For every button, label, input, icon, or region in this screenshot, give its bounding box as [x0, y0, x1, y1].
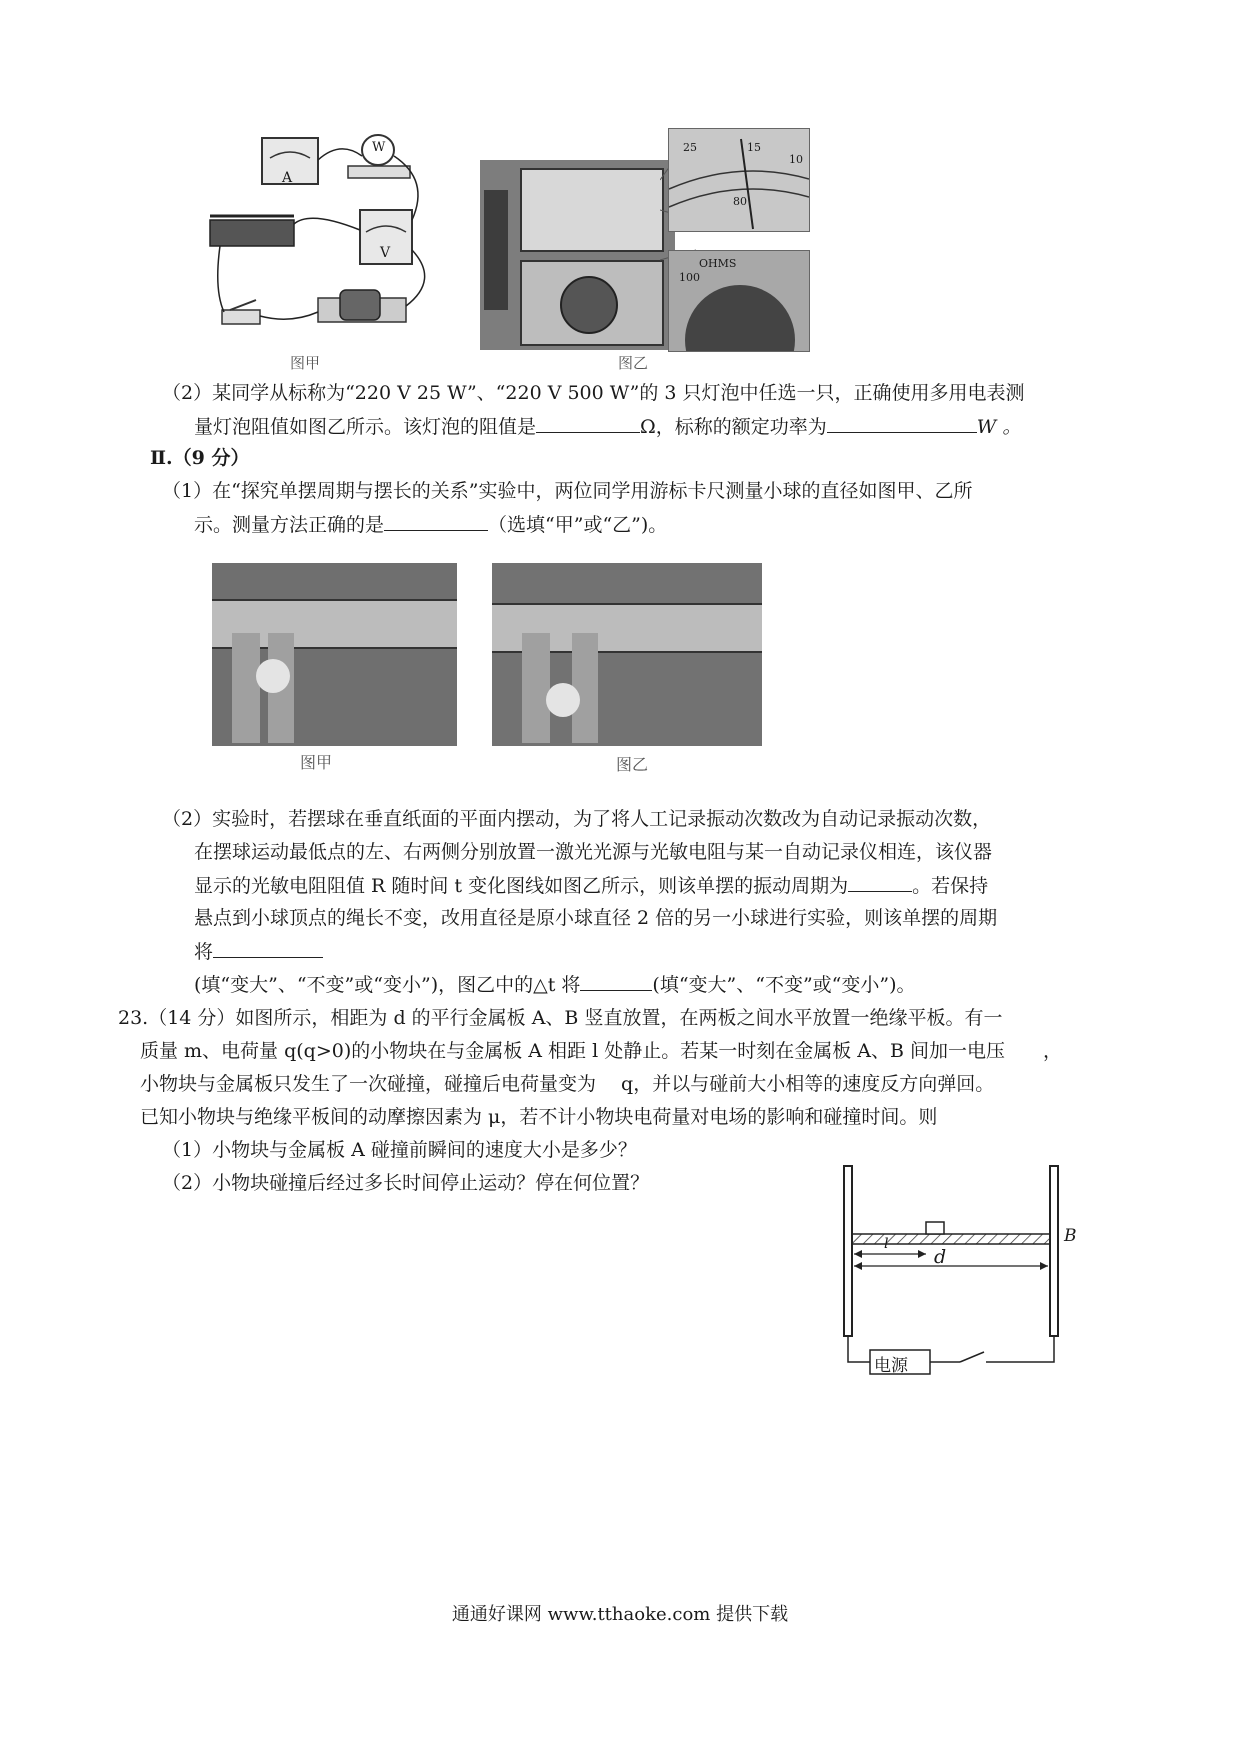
- ammeter-label: A: [282, 170, 293, 186]
- scale-top-2: 10: [789, 153, 803, 166]
- page-footer: 通通好课网 www.tthaoke.com 提供下载: [451, 1604, 789, 1625]
- section2-q2-line6b: (填“变大”、“不变”或“变小”)。: [652, 974, 916, 996]
- resistance-blank: [536, 410, 640, 433]
- q23-line2: 质量 m、电荷量 q(q>0)的小物块在与金属板 A 相距 l 处静止。若某一时刻在金属板 A、B 间加一电压 ，: [140, 1040, 1062, 1062]
- circuit-drawing: [200, 120, 470, 350]
- plates-drawing: [820, 1162, 1080, 1388]
- caliper-photo-right: [492, 563, 762, 746]
- scale-mid: 80: [733, 195, 747, 208]
- section2-q2-line4: 悬点到小球顶点的绳长不变，改用直径是原小球直径 2 倍的另一小球进行实验，则该单摆的周期: [194, 907, 998, 929]
- power-blank: [827, 410, 977, 433]
- section2-q1-line2a: 示。测量方法正确的是: [194, 514, 385, 536]
- zoomed-scale-top: [668, 128, 810, 232]
- section2-q2-line2: 在摆球运动最低点的左、右两侧分别放置一激光光源与光敏电阻与某一自动记录仪相连，该仪器: [194, 841, 993, 863]
- voltmeter-label: V: [380, 245, 391, 261]
- scale-top-1: 15: [747, 141, 761, 154]
- section2-q2-line5-text: 将: [194, 941, 214, 963]
- section2-q2-line3a: 显示的光敏电阻阻值 R 随时间 t 变化图线如图乙所示，则该单摆的振动周期为: [194, 875, 849, 897]
- bulb-label: W: [372, 140, 386, 155]
- section2-q2-line1: （2）实验时，若摆球在垂直纸面的平面内摆动，为了将人工记录振动次数改为自动记录振动次数，: [162, 808, 992, 830]
- section2-q2-line6a: (填“变大”、“不变”或“变小”)，图乙中的△t 将: [194, 974, 581, 996]
- section2-q2-line3: [194, 869, 988, 903]
- delta-t-blank: [580, 968, 652, 991]
- q2-part1-line1: （2）某同学从标称为“220 V 25 W”、“220 V 500 W”的 3 只灯泡中任选一只，正确使用多用电表测: [162, 382, 1025, 404]
- q2-part1-line2: [194, 410, 1021, 444]
- section2-q2-line3b: 。若保持: [912, 875, 989, 897]
- scale-top-0: 25: [683, 141, 697, 154]
- q2-part1-line2c: W 。: [976, 416, 1022, 438]
- plate-b-label: B: [1064, 1226, 1077, 1246]
- scale-100: 100: [679, 271, 700, 284]
- caliper-caption-left: 图甲: [300, 753, 333, 772]
- q2-part1-line2a: 量灯泡阻值如图乙所示。该灯泡的阻值是: [194, 416, 537, 438]
- q23-line1: 23.（14 分）如图所示，相距为 d 的平行金属板 A、B 竖直放置，在两板之间水平放置一绝缘平板。有一: [118, 1007, 1003, 1029]
- zoomed-dial: [668, 250, 810, 352]
- length-l-label: l: [884, 1236, 889, 1252]
- q23-sub1: （1）小物块与金属板 A 碰撞前瞬间的速度大小是多少？: [162, 1139, 637, 1161]
- section2-q1-line1: （1）在“探究单摆周期与摆长的关系”实验中，两位同学用游标卡尺测量小球的直径如图甲、乙所: [162, 480, 973, 502]
- period-blank: [848, 869, 912, 892]
- section2-q1-line2: [194, 508, 667, 542]
- q23-line3: 小物块与金属板只发生了一次碰撞，碰撞后电荷量变为 q，并以与碰前大小相等的速度反方向弹回。: [140, 1073, 995, 1095]
- q23-line4: 已知小物块与绝缘平板间的动摩擦因素为 μ，若不计小物块电荷量对电场的影响和碰撞时间。则: [140, 1106, 938, 1128]
- caliper-photo-left: [212, 563, 457, 746]
- scale-ohms: OHMS: [699, 257, 737, 270]
- period-change-blank: [213, 935, 323, 958]
- section2-q1-line2b: （选填“甲”或“乙”)。: [488, 514, 668, 536]
- power-source-label: 电源: [874, 1356, 908, 1376]
- distance-d-label: d: [934, 1246, 947, 1268]
- q23-sub2: （2）小物块碰撞后经过多长时间停止运动？停在何位置？: [162, 1172, 650, 1194]
- q2-part1-line2b: Ω，标称的额定功率为: [640, 416, 827, 438]
- section2-q2-line6: [194, 968, 916, 1002]
- fig1-caption-right: 图乙: [618, 354, 649, 372]
- section2-q2-line5: [194, 935, 323, 969]
- section2-heading: Ⅱ.（9 分）: [150, 447, 250, 469]
- caliper-caption-right: 图乙: [616, 755, 649, 774]
- method-blank: [384, 508, 488, 531]
- fig1-caption-left: 图甲: [290, 354, 321, 372]
- multimeter-photo: [480, 160, 675, 350]
